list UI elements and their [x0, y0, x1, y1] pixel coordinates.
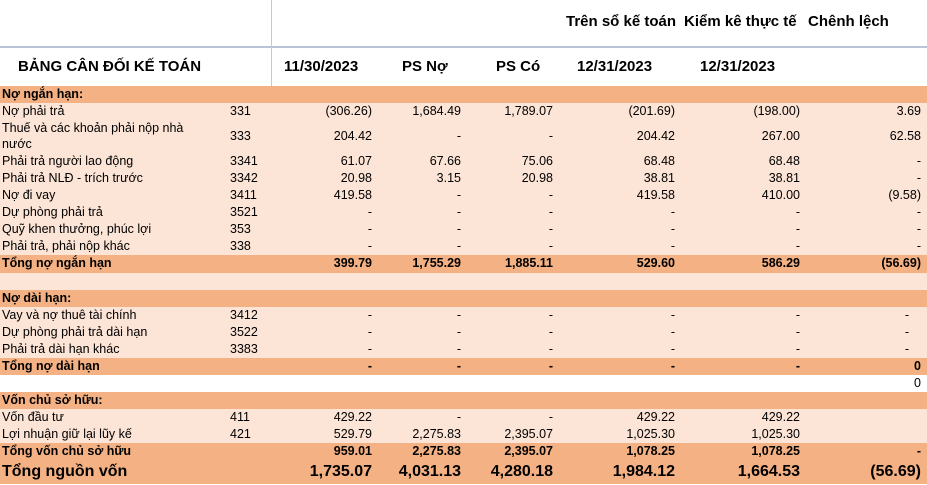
cell-opening: 20.98 [340, 171, 372, 185]
cell-closing-audit: 1,664.53 [737, 463, 800, 480]
table-row [0, 324, 927, 341]
row-code: 3342 [230, 171, 258, 185]
cell-diff: - [916, 239, 921, 253]
cell-diff: - [904, 342, 909, 356]
cell-debit: 1,755.29 [412, 256, 461, 270]
cell-closing-audit: - [795, 325, 800, 339]
cell-opening: 399.79 [333, 256, 372, 270]
table-row [0, 153, 927, 170]
cell-debit: 4,031.13 [398, 463, 461, 480]
col-audit-header: Kiểm kê thực tế [684, 13, 797, 30]
row-code: 421 [230, 427, 251, 441]
spacer-row [0, 375, 927, 392]
table-row [0, 103, 927, 120]
cell-opening: - [367, 222, 372, 236]
row-label: Lợi nhuận giữ lại lũy kế [2, 427, 132, 441]
cell-closing-audit: 410.00 [761, 188, 800, 202]
header-row-top [0, 0, 927, 46]
table-body [0, 86, 927, 484]
row-code: 3341 [230, 154, 258, 168]
cell-credit: 2,395.07 [504, 444, 553, 458]
row-label: Nợ phải trả [2, 104, 65, 118]
cell-closing-audit: (198.00) [753, 104, 800, 118]
table-row [0, 221, 927, 238]
cell-closing-audit: - [795, 359, 800, 373]
cell-credit: - [548, 325, 553, 339]
cell-closing-book: 1,078.25 [626, 444, 675, 458]
cell-debit: 3.15 [436, 171, 461, 185]
cell-debit: - [456, 359, 461, 373]
row-label: Nợ đi vay [2, 188, 56, 202]
cell-closing-book: - [670, 222, 675, 236]
table-row [0, 341, 927, 358]
cell-closing-audit: - [795, 222, 800, 236]
cell-opening: 419.58 [333, 188, 372, 202]
cell-credit: 1,789.07 [504, 104, 553, 118]
row-label: Quỹ khen thưởng, phúc lợi [2, 222, 152, 236]
row-code: 3521 [230, 205, 258, 219]
row-label: Dự phòng phải trả [2, 205, 103, 219]
cell-debit: 67.66 [429, 154, 461, 168]
cell-debit: - [456, 205, 461, 219]
row-code: 3412 [230, 308, 258, 322]
cell-closing-audit: 429.22 [761, 410, 800, 424]
header-divider [271, 0, 272, 86]
cell-opening: - [367, 308, 372, 322]
cell-opening: 1,735.07 [309, 463, 372, 480]
cell-diff: 0 [914, 376, 921, 390]
col-debit-header: PS Nợ [402, 58, 448, 75]
section-label: Nợ dài hạn: [2, 291, 72, 305]
cell-credit: 20.98 [521, 171, 553, 185]
cell-diff: 3.69 [896, 104, 921, 118]
cell-debit: - [456, 188, 461, 202]
cell-closing-book: 204.42 [636, 129, 675, 143]
sheet-title: BẢNG CÂN ĐỐI KẾ TOÁN [18, 58, 202, 75]
cell-debit: - [456, 342, 461, 356]
row-label: Phải trả người lao động [2, 154, 134, 168]
cell-opening: 204.42 [333, 129, 372, 143]
cell-diff: (56.69) [870, 463, 921, 480]
cell-closing-audit: - [795, 342, 800, 356]
cell-closing-book: - [670, 308, 675, 322]
col-credit-header: PS Có [496, 58, 541, 75]
row-label: Tổng nợ ngắn hạn [2, 256, 112, 270]
row-label: Phải trả NLĐ - trích trước [2, 171, 143, 185]
cell-diff: 0 [914, 359, 921, 373]
cell-debit: - [456, 410, 461, 424]
table-row [0, 170, 927, 187]
cell-debit: 2,275.83 [412, 444, 461, 458]
cell-closing-book: - [670, 205, 675, 219]
cell-opening: 429.22 [333, 410, 372, 424]
cell-opening: 959.01 [333, 444, 372, 458]
cell-closing-book: (201.69) [628, 104, 675, 118]
cell-debit: - [456, 129, 461, 143]
row-label: Vốn đầu tư [2, 410, 64, 424]
row-code: 333 [230, 129, 251, 143]
cell-diff: - [904, 308, 909, 322]
table-row [0, 238, 927, 255]
cell-opening: - [367, 342, 372, 356]
table-row [0, 120, 927, 153]
cell-closing-book: 1,025.30 [626, 427, 675, 441]
row-code: 3411 [230, 188, 257, 202]
cell-closing-book: - [670, 239, 675, 253]
row-label: Phải trả, phải nộp khác [2, 239, 130, 253]
cell-closing-audit: 1,025.30 [751, 427, 800, 441]
cell-credit: 1,885.11 [505, 256, 553, 270]
cell-diff: - [916, 444, 921, 458]
cell-credit: - [548, 205, 553, 219]
grand-total-row [0, 460, 927, 484]
cell-opening: 529.79 [333, 427, 372, 441]
cell-credit: - [548, 239, 553, 253]
col-closing-book-header: 12/31/2023 [577, 58, 653, 75]
cell-closing-audit: 38.81 [768, 171, 800, 185]
row-code: 331 [230, 104, 251, 118]
section-label: Vốn chủ sở hữu: [2, 393, 103, 407]
col-opening-header: 11/30/2023 [284, 58, 359, 75]
cell-closing-book: - [670, 342, 675, 356]
cell-closing-book: - [670, 325, 675, 339]
cell-diff: - [904, 325, 909, 339]
cell-credit: - [548, 342, 553, 356]
cell-closing-book: 429.22 [636, 410, 675, 424]
row-label: Vay và nợ thuê tài chính [2, 308, 137, 322]
spacer-row [0, 273, 927, 290]
row-label-cont: nước [2, 137, 32, 151]
cell-opening: (306.26) [325, 104, 372, 118]
row-code: 3522 [230, 325, 258, 339]
row-code: 411 [230, 410, 250, 424]
section-long-term [0, 290, 927, 307]
cell-opening: - [367, 205, 372, 219]
col-book-header: Trên sổ kế toán [566, 13, 677, 30]
cell-opening: 61.07 [340, 154, 372, 168]
cell-closing-book: 68.48 [643, 154, 675, 168]
cell-debit: - [456, 239, 461, 253]
table-row [0, 204, 927, 221]
cell-closing-audit: - [795, 308, 800, 322]
cell-closing-book: 38.81 [643, 171, 675, 185]
cell-credit: - [548, 410, 553, 424]
cell-debit: - [456, 325, 461, 339]
cell-credit: - [548, 222, 553, 236]
total-row-long-term [0, 358, 927, 375]
cell-credit: - [548, 129, 553, 143]
section-label: Nợ ngắn hạn: [2, 87, 84, 101]
cell-closing-audit: - [795, 205, 800, 219]
cell-closing-book: 1,984.12 [612, 463, 675, 480]
cell-debit: 1,684.49 [412, 104, 461, 118]
row-label: Tổng nguồn vốn [2, 463, 128, 480]
cell-credit: - [548, 359, 553, 373]
cell-diff: - [916, 222, 921, 236]
cell-debit: 2,275.83 [412, 427, 461, 441]
cell-opening: - [367, 359, 372, 373]
section-equity [0, 392, 927, 409]
cell-closing-audit: 267.00 [761, 129, 800, 143]
cell-diff: (9.58) [888, 188, 921, 202]
row-code: 353 [230, 222, 251, 236]
cell-diff: - [916, 205, 921, 219]
total-row-equity [0, 443, 927, 460]
cell-diff: 62.58 [889, 129, 921, 143]
col-closing-audit-header: 12/31/2023 [700, 58, 776, 75]
cell-debit: - [456, 308, 461, 322]
cell-closing-book: 419.58 [636, 188, 675, 202]
cell-closing-audit: 586.29 [761, 256, 800, 270]
cell-credit: 75.06 [521, 154, 553, 168]
cell-debit: - [456, 222, 461, 236]
row-label: Dự phòng phải trả dài hạn [2, 325, 148, 339]
row-label: Tổng vốn chủ sở hữu [2, 444, 132, 458]
cell-credit: - [548, 188, 553, 202]
col-diff-header: Chênh lệch [808, 13, 889, 30]
cell-credit: - [548, 308, 553, 322]
cell-opening: - [367, 239, 372, 253]
row-code: 3383 [230, 342, 258, 356]
table-row [0, 187, 927, 204]
table-row [0, 409, 927, 426]
table-row [0, 426, 927, 443]
cell-closing-book: 529.60 [636, 256, 675, 270]
row-label: Phải trả dài hạn khác [2, 342, 120, 356]
cell-opening: - [367, 325, 372, 339]
cell-diff: (56.69) [881, 256, 921, 270]
cell-diff: - [916, 154, 921, 168]
table-row [0, 307, 927, 324]
row-code: 338 [230, 239, 251, 253]
cell-closing-audit: 1,078.25 [751, 444, 800, 458]
row-label: Thuế và các khoản phải nộp nhà [2, 121, 184, 135]
row-label: Tổng nợ dài hạn [2, 359, 100, 373]
cell-diff: - [916, 171, 921, 185]
total-row-short-term [0, 255, 927, 273]
cell-credit: 2,395.07 [504, 427, 553, 441]
section-short-term [0, 86, 927, 103]
cell-closing-audit: - [795, 239, 800, 253]
cell-credit: 4,280.18 [490, 463, 553, 480]
cell-closing-audit: 68.48 [768, 154, 800, 168]
cell-closing-book: - [670, 359, 675, 373]
